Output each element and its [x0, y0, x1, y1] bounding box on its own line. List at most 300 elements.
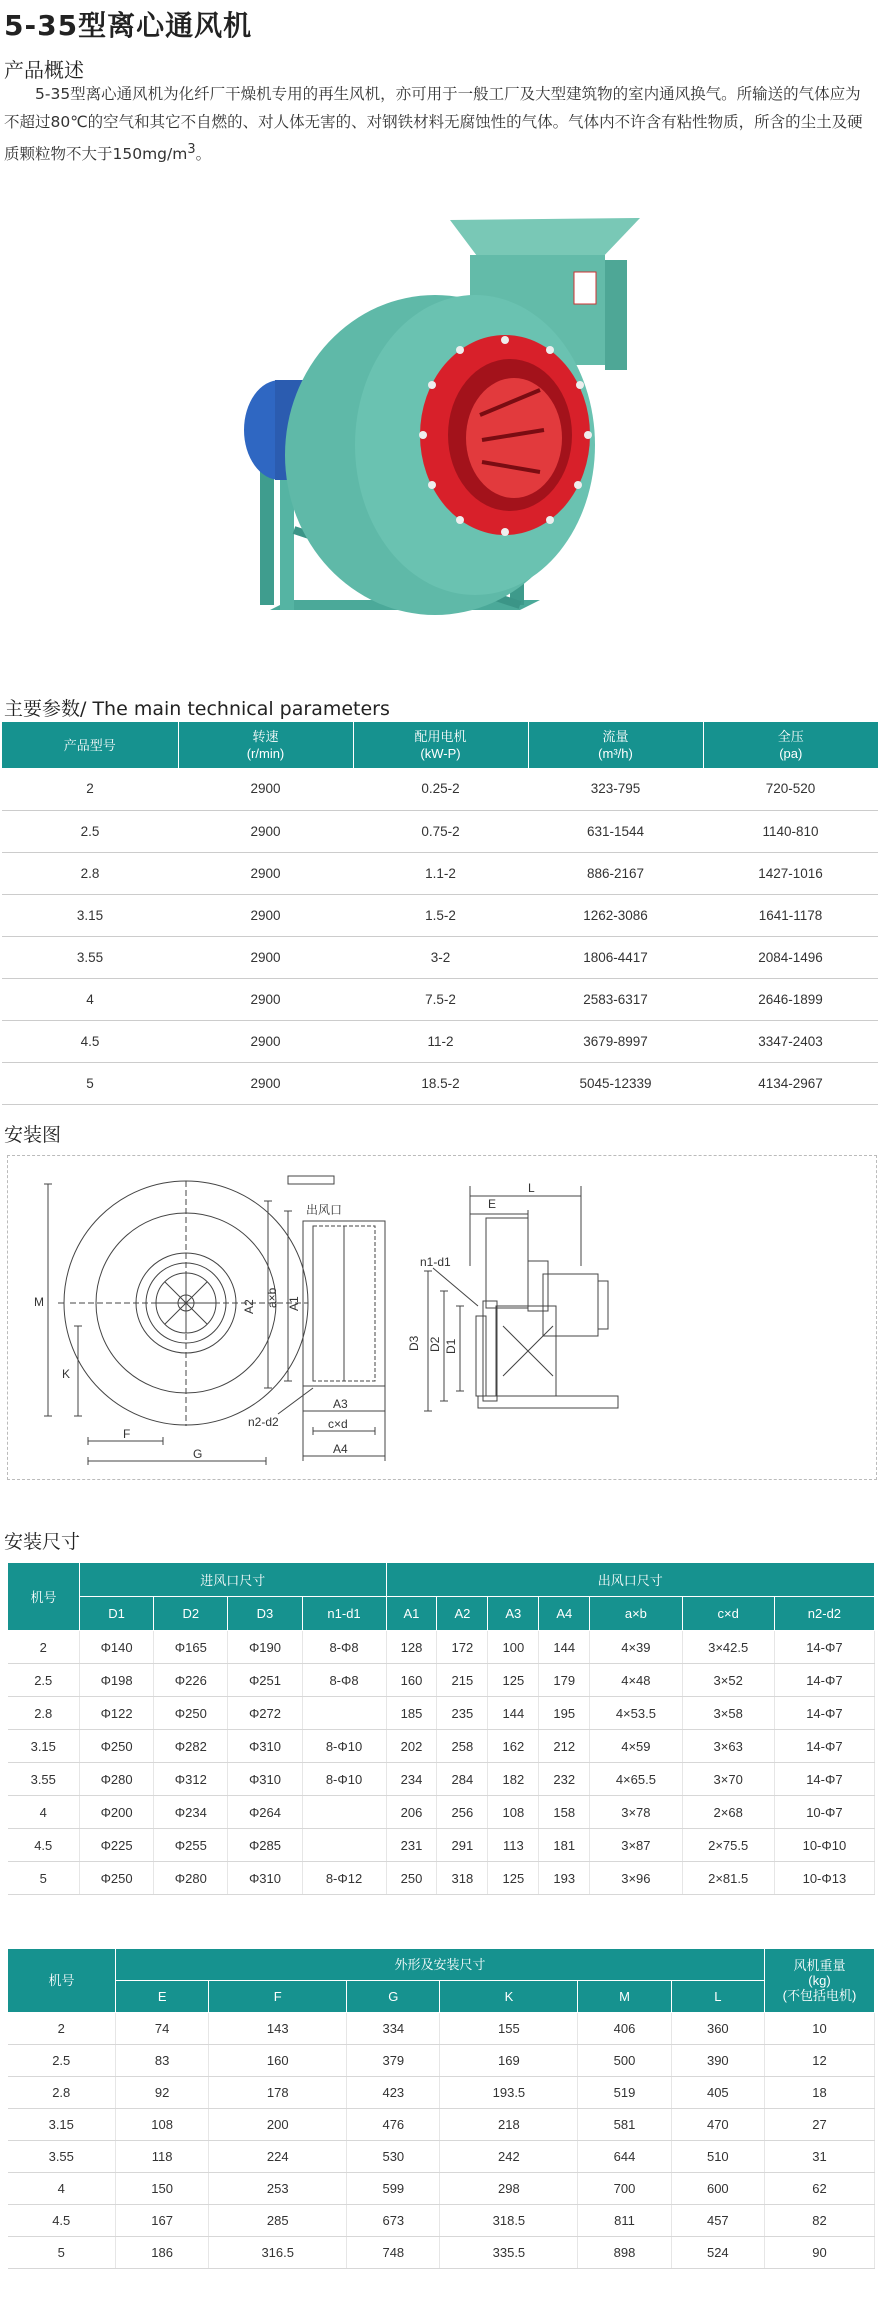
table-cell: 218: [440, 2109, 578, 2141]
table-cell: Φ282: [154, 1730, 228, 1763]
subheader-cell: A1: [386, 1597, 437, 1631]
table-cell: 5045-12339: [528, 1062, 703, 1104]
table-cell: 2900: [178, 936, 353, 978]
table-cell: 10: [765, 2013, 875, 2045]
header-weight: 风机重量 (kg) (不包括电机): [765, 1949, 875, 2013]
table-cell: [302, 1829, 386, 1862]
table-cell: Φ264: [228, 1796, 302, 1829]
table-cell: 3.15: [2, 894, 178, 936]
label-K: K: [62, 1367, 71, 1381]
table-cell: 8-Φ10: [302, 1730, 386, 1763]
install-diagram: [7, 1155, 877, 1480]
table-cell: 524: [671, 2237, 764, 2269]
table-cell: 14-Φ7: [774, 1664, 874, 1697]
table-cell: 673: [347, 2205, 440, 2237]
table-cell: Φ190: [228, 1631, 302, 1664]
table-row: [2, 768, 878, 810]
table-cell: 4×59: [590, 1730, 682, 1763]
table-cell: 92: [116, 2077, 209, 2109]
table-cell: 4.5: [8, 1829, 80, 1862]
table-cell: 158: [539, 1796, 590, 1829]
table-cell: [302, 1796, 386, 1829]
table-header-row: [8, 1563, 875, 1597]
table-cell: Φ255: [154, 1829, 228, 1862]
table-cell: 3-2: [353, 936, 528, 978]
table-subheader-row: [8, 1981, 875, 2013]
table-cell: Φ226: [154, 1664, 228, 1697]
table-row: [8, 2109, 875, 2141]
table-cell: 1641-1178: [703, 894, 878, 936]
table-cell: 3.15: [8, 1730, 80, 1763]
header-flow: [528, 722, 703, 768]
table-cell: 224: [209, 2141, 347, 2173]
table-cell: 74: [116, 2013, 209, 2045]
table-cell: 2×68: [682, 1796, 774, 1829]
table-cell: 3×70: [682, 1763, 774, 1796]
table-cell: Φ122: [80, 1697, 154, 1730]
table-cell: 2: [8, 2013, 116, 2045]
subheader-cell: c×d: [682, 1597, 774, 1631]
header-motor: [353, 722, 528, 768]
table-cell: 360: [671, 2013, 764, 2045]
table-cell: 185: [386, 1697, 437, 1730]
table-cell: 162: [488, 1730, 539, 1763]
table-cell: 258: [437, 1730, 488, 1763]
table-cell: 335.5: [440, 2237, 578, 2269]
table-row: [8, 1631, 875, 1664]
table-cell: 4134-2967: [703, 1062, 878, 1104]
table-row: [2, 810, 878, 852]
table-cell: 125: [488, 1862, 539, 1895]
header-line1: 流量: [602, 729, 629, 744]
table-cell: 3×63: [682, 1730, 774, 1763]
table-cell: 8-Φ12: [302, 1862, 386, 1895]
table-cell: 18.5-2: [353, 1062, 528, 1104]
table-cell: 169: [440, 2045, 578, 2077]
table-cell: 2: [2, 768, 178, 810]
front-view-drawing: [44, 1176, 334, 1465]
table-cell: 202: [386, 1730, 437, 1763]
table-cell: 1.5-2: [353, 894, 528, 936]
table-cell: 2084-1496: [703, 936, 878, 978]
table-cell: Φ200: [80, 1796, 154, 1829]
table-row: [8, 1862, 875, 1895]
table-cell: 2: [8, 1631, 80, 1664]
dims-heading: 安装尺寸: [4, 1531, 81, 1553]
table-cell: 519: [578, 2077, 671, 2109]
table-header-row: [2, 722, 878, 768]
table-cell: 12: [765, 2045, 875, 2077]
table-cell: 1427-1016: [703, 852, 878, 894]
subheader-cell: A2: [437, 1597, 488, 1631]
table-cell: 700: [578, 2173, 671, 2205]
table-cell: Φ272: [228, 1697, 302, 1730]
table-cell: 14-Φ7: [774, 1730, 874, 1763]
table-cell: 14-Φ7: [774, 1763, 874, 1796]
table-subheader-row: [8, 1597, 875, 1631]
table-header-row: [8, 1949, 875, 1981]
table-cell: 31: [765, 2141, 875, 2173]
table-cell: Φ251: [228, 1664, 302, 1697]
install-diagram-heading: 安装图: [4, 1124, 62, 1146]
label-A2: A2: [242, 1299, 256, 1314]
subheader-cell: n1-d1: [302, 1597, 386, 1631]
table-cell: 62: [765, 2173, 875, 2205]
table-cell: 206: [386, 1796, 437, 1829]
table-cell: 160: [209, 2045, 347, 2077]
table-row: [8, 1697, 875, 1730]
table-cell: 14-Φ7: [774, 1697, 874, 1730]
table-cell: 242: [440, 2141, 578, 2173]
table-cell: 3×78: [590, 1796, 682, 1829]
table-cell: 644: [578, 2141, 671, 2173]
overview-heading: 产品概述: [4, 58, 84, 82]
table-cell: 318: [437, 1862, 488, 1895]
table-cell: 144: [539, 1631, 590, 1664]
table-cell: 4: [8, 2173, 116, 2205]
subheader-cell: M: [578, 1981, 671, 2013]
main-parameters-table: [2, 722, 878, 1105]
header-line2: (r/min): [246, 746, 285, 761]
table-cell: 4: [8, 1796, 80, 1829]
table-cell: 510: [671, 2141, 764, 2173]
table-cell: 186: [116, 2237, 209, 2269]
table-cell: 100: [488, 1631, 539, 1664]
table-cell: 14-Φ7: [774, 1631, 874, 1664]
table-cell: 457: [671, 2205, 764, 2237]
table-cell: 4×53.5: [590, 1697, 682, 1730]
table-cell: 253: [209, 2173, 347, 2205]
table-cell: 155: [440, 2013, 578, 2045]
table-cell: 2583-6317: [528, 978, 703, 1020]
table-row: [8, 2237, 875, 2269]
table-cell: 83: [116, 2045, 209, 2077]
overview-text-superscript: 3: [187, 142, 196, 157]
table-cell: 720-520: [703, 768, 878, 810]
table-cell: 5: [8, 1862, 80, 1895]
table-cell: 234: [386, 1763, 437, 1796]
table-cell: 886-2167: [528, 852, 703, 894]
table-cell: 181: [539, 1829, 590, 1862]
label-A4: A4: [333, 1442, 348, 1456]
table-cell: 11-2: [353, 1020, 528, 1062]
table-cell: 3679-8997: [528, 1020, 703, 1062]
overview-text-body: 5-35型离心通风机为化纤厂干燥机专用的再生风机，亦可用于一般工厂及大型建筑物的室内通风换气。所输送的气体应为不超过80℃的空气和其它不自燃的、对人体无害的、对钢铁材料无腐蚀性的气体。气体内不许含有粘性物质，所含的尘土及硬质颗粒物不大于150mg/m: [4, 85, 863, 164]
table-cell: 530: [347, 2141, 440, 2173]
table-row: [2, 936, 878, 978]
table-cell: 390: [671, 2045, 764, 2077]
table-cell: Φ234: [154, 1796, 228, 1829]
label-F: F: [123, 1427, 131, 1441]
table-cell: 193: [539, 1862, 590, 1895]
table-cell: Φ310: [228, 1763, 302, 1796]
table-cell: 298: [440, 2173, 578, 2205]
header-model: 机号: [8, 1949, 116, 2013]
table-cell: 2.5: [8, 1664, 80, 1697]
header-line2: (kW-P): [420, 746, 461, 761]
header-group-outlet: 出风口尺寸: [386, 1563, 875, 1597]
label-D1: D1: [444, 1338, 458, 1354]
table-cell: 423: [347, 2077, 440, 2109]
table-cell: 2900: [178, 810, 353, 852]
table-cell: 2.8: [8, 2077, 116, 2109]
table-cell: 2.5: [8, 2045, 116, 2077]
header-line1: 转速: [252, 729, 279, 744]
table-cell: 3.55: [8, 2141, 116, 2173]
table-cell: 160: [386, 1664, 437, 1697]
subheader-cell: D1: [80, 1597, 154, 1631]
subheader-cell: F: [209, 1981, 347, 2013]
table-cell: 182: [488, 1763, 539, 1796]
table-cell: Φ310: [228, 1730, 302, 1763]
label-n2d2: n2-d2: [248, 1415, 279, 1429]
table-cell: 316.5: [209, 2237, 347, 2269]
table-cell: 150: [116, 2173, 209, 2205]
table-row: [2, 1020, 878, 1062]
subheader-cell: a×b: [590, 1597, 682, 1631]
header-pressure: [703, 722, 878, 768]
table-cell: Φ280: [80, 1763, 154, 1796]
table-cell: 2900: [178, 768, 353, 810]
label-n1d1: n1-d1: [420, 1255, 451, 1269]
table-cell: 108: [116, 2109, 209, 2141]
table-cell: 4×39: [590, 1631, 682, 1664]
params-heading: 主要参数/ The main technical parameters: [4, 698, 390, 720]
header-line2: (pa): [779, 746, 803, 761]
table-cell: 0.75-2: [353, 810, 528, 852]
table-cell: 178: [209, 2077, 347, 2109]
table-cell: 128: [386, 1631, 437, 1664]
subheader-cell: A3: [488, 1597, 539, 1631]
table-cell: 125: [488, 1664, 539, 1697]
table-cell: 3.15: [8, 2109, 116, 2141]
table-cell: 231: [386, 1829, 437, 1862]
table-cell: 2.8: [8, 1697, 80, 1730]
table-cell: 4×65.5: [590, 1763, 682, 1796]
table-cell: 2×75.5: [682, 1829, 774, 1862]
label-cxd: c×d: [328, 1417, 348, 1431]
header-line1: 配用电机: [414, 729, 467, 744]
table-cell: 10-Φ7: [774, 1796, 874, 1829]
subheader-cell: n2-d2: [774, 1597, 874, 1631]
label-M: M: [34, 1295, 44, 1309]
subheader-cell: K: [440, 1981, 578, 2013]
label-D3: D3: [407, 1335, 421, 1351]
table-cell: 232: [539, 1763, 590, 1796]
header-group-inlet: 进风口尺寸: [80, 1563, 387, 1597]
table-row: [8, 2173, 875, 2205]
table-cell: 631-1544: [528, 810, 703, 852]
table-cell: 200: [209, 2109, 347, 2141]
table-row: [8, 2141, 875, 2173]
table-cell: 195: [539, 1697, 590, 1730]
table-cell: 172: [437, 1631, 488, 1664]
table-cell: 1.1-2: [353, 852, 528, 894]
table-cell: 500: [578, 2045, 671, 2077]
table-cell: 334: [347, 2013, 440, 2045]
table-cell: 811: [578, 2205, 671, 2237]
label-G: G: [193, 1447, 203, 1461]
table-cell: 143: [209, 2013, 347, 2045]
table-cell: 3×58: [682, 1697, 774, 1730]
table-cell: 82: [765, 2205, 875, 2237]
table-cell: 748: [347, 2237, 440, 2269]
table-cell: 898: [578, 2237, 671, 2269]
table-row: [8, 1664, 875, 1697]
table-cell: 285: [209, 2205, 347, 2237]
header-group-outline: 外形及安装尺寸: [116, 1949, 765, 1981]
table-cell: 291: [437, 1829, 488, 1862]
overview-text-end: 。: [195, 145, 212, 164]
table-cell: 4.5: [8, 2205, 116, 2237]
header-model: [2, 722, 178, 768]
table-cell: 406: [578, 2013, 671, 2045]
table-cell: 2.8: [2, 852, 178, 894]
table-cell: 10-Φ13: [774, 1862, 874, 1895]
label-A1: A1: [287, 1296, 301, 1311]
table-cell: Φ250: [80, 1862, 154, 1895]
table-row: [8, 1796, 875, 1829]
table-cell: 2900: [178, 894, 353, 936]
header-line1: 全压: [777, 729, 804, 744]
table-row: [8, 2013, 875, 2045]
table-cell: 379: [347, 2045, 440, 2077]
fan-product-image: [220, 200, 660, 640]
table-cell: 5: [8, 2237, 116, 2269]
table-cell: 10-Φ10: [774, 1829, 874, 1862]
outline-dimensions-table: [7, 1948, 875, 2269]
table-row: [8, 1730, 875, 1763]
table-cell: Φ250: [80, 1730, 154, 1763]
table-row: [8, 2045, 875, 2077]
table-cell: 212: [539, 1730, 590, 1763]
header-line2: (m³/h): [598, 746, 633, 761]
header-model: 机号: [8, 1563, 80, 1631]
table-cell: 323-795: [528, 768, 703, 810]
table-cell: 8-Φ8: [302, 1664, 386, 1697]
label-L: L: [528, 1181, 535, 1195]
header-line1: 产品型号: [63, 737, 116, 753]
table-cell: 118: [116, 2141, 209, 2173]
table-cell: 113: [488, 1829, 539, 1862]
header-speed: [178, 722, 353, 768]
table-cell: 3.55: [8, 1763, 80, 1796]
table-cell: 3.55: [2, 936, 178, 978]
table-cell: 1140-810: [703, 810, 878, 852]
table-cell: Φ280: [154, 1862, 228, 1895]
table-cell: 1262-3086: [528, 894, 703, 936]
table-row: [2, 852, 878, 894]
table-cell: 108: [488, 1796, 539, 1829]
overview-text: [4, 80, 876, 168]
table-cell: 2900: [178, 852, 353, 894]
table-cell: 3×87: [590, 1829, 682, 1862]
table-cell: 2×81.5: [682, 1862, 774, 1895]
table-cell: 600: [671, 2173, 764, 2205]
table-cell: 3×42.5: [682, 1631, 774, 1664]
table-cell: 4.5: [2, 1020, 178, 1062]
table-cell: 193.5: [440, 2077, 578, 2109]
table-cell: 2646-1899: [703, 978, 878, 1020]
subheader-cell: G: [347, 1981, 440, 2013]
table-cell: Φ310: [228, 1862, 302, 1895]
label-axb: a×b: [265, 1287, 279, 1308]
table-cell: Φ250: [154, 1697, 228, 1730]
table-cell: Φ285: [228, 1829, 302, 1862]
table-cell: 7.5-2: [353, 978, 528, 1020]
table-cell: Φ165: [154, 1631, 228, 1664]
table-cell: 3×52: [682, 1664, 774, 1697]
table-cell: 284: [437, 1763, 488, 1796]
table-row: [8, 2077, 875, 2109]
table-cell: 318.5: [440, 2205, 578, 2237]
outlet-view-drawing: [264, 1201, 385, 1461]
table-cell: Φ225: [80, 1829, 154, 1862]
table-cell: 8-Φ8: [302, 1631, 386, 1664]
subheader-cell: A4: [539, 1597, 590, 1631]
side-view-drawing: [424, 1186, 618, 1411]
table-cell: Φ312: [154, 1763, 228, 1796]
table-cell: 1806-4417: [528, 936, 703, 978]
table-cell: 18: [765, 2077, 875, 2109]
table-row: [8, 2205, 875, 2237]
table-cell: Φ140: [80, 1631, 154, 1664]
table-cell: 256: [437, 1796, 488, 1829]
table-cell: 0.25-2: [353, 768, 528, 810]
table-cell: 2900: [178, 1062, 353, 1104]
subheader-cell: E: [116, 1981, 209, 2013]
table-cell: 5: [2, 1062, 178, 1104]
table-cell: 179: [539, 1664, 590, 1697]
subheader-cell: D3: [228, 1597, 302, 1631]
table-cell: 4: [2, 978, 178, 1020]
table-cell: 2900: [178, 978, 353, 1020]
table-cell: 8-Φ10: [302, 1763, 386, 1796]
table-row: [2, 978, 878, 1020]
table-cell: 3347-2403: [703, 1020, 878, 1062]
table-cell: 2900: [178, 1020, 353, 1062]
subheader-cell: L: [671, 1981, 764, 2013]
table-cell: 215: [437, 1664, 488, 1697]
table-cell: 581: [578, 2109, 671, 2141]
table-row: [2, 894, 878, 936]
table-cell: 2.5: [2, 810, 178, 852]
label-outlet: 出风口: [306, 1203, 343, 1217]
table-row: [8, 1763, 875, 1796]
table-cell: 4×48: [590, 1664, 682, 1697]
table-row: [8, 1829, 875, 1862]
table-row: [2, 1062, 878, 1104]
table-cell: 476: [347, 2109, 440, 2141]
table-cell: 167: [116, 2205, 209, 2237]
label-A3: A3: [333, 1397, 348, 1411]
table-cell: 235: [437, 1697, 488, 1730]
label-D2: D2: [428, 1336, 442, 1352]
table-cell: 405: [671, 2077, 764, 2109]
table-cell: 250: [386, 1862, 437, 1895]
table-cell: Φ198: [80, 1664, 154, 1697]
table-cell: 599: [347, 2173, 440, 2205]
table-cell: 27: [765, 2109, 875, 2141]
subheader-cell: D2: [154, 1597, 228, 1631]
install-dimensions-table: [7, 1562, 875, 1895]
table-cell: 470: [671, 2109, 764, 2141]
table-cell: 144: [488, 1697, 539, 1730]
table-cell: 3×96: [590, 1862, 682, 1895]
label-E: E: [488, 1197, 497, 1211]
table-cell: 90: [765, 2237, 875, 2269]
page-title: 5-35型离心通风机: [4, 9, 253, 42]
